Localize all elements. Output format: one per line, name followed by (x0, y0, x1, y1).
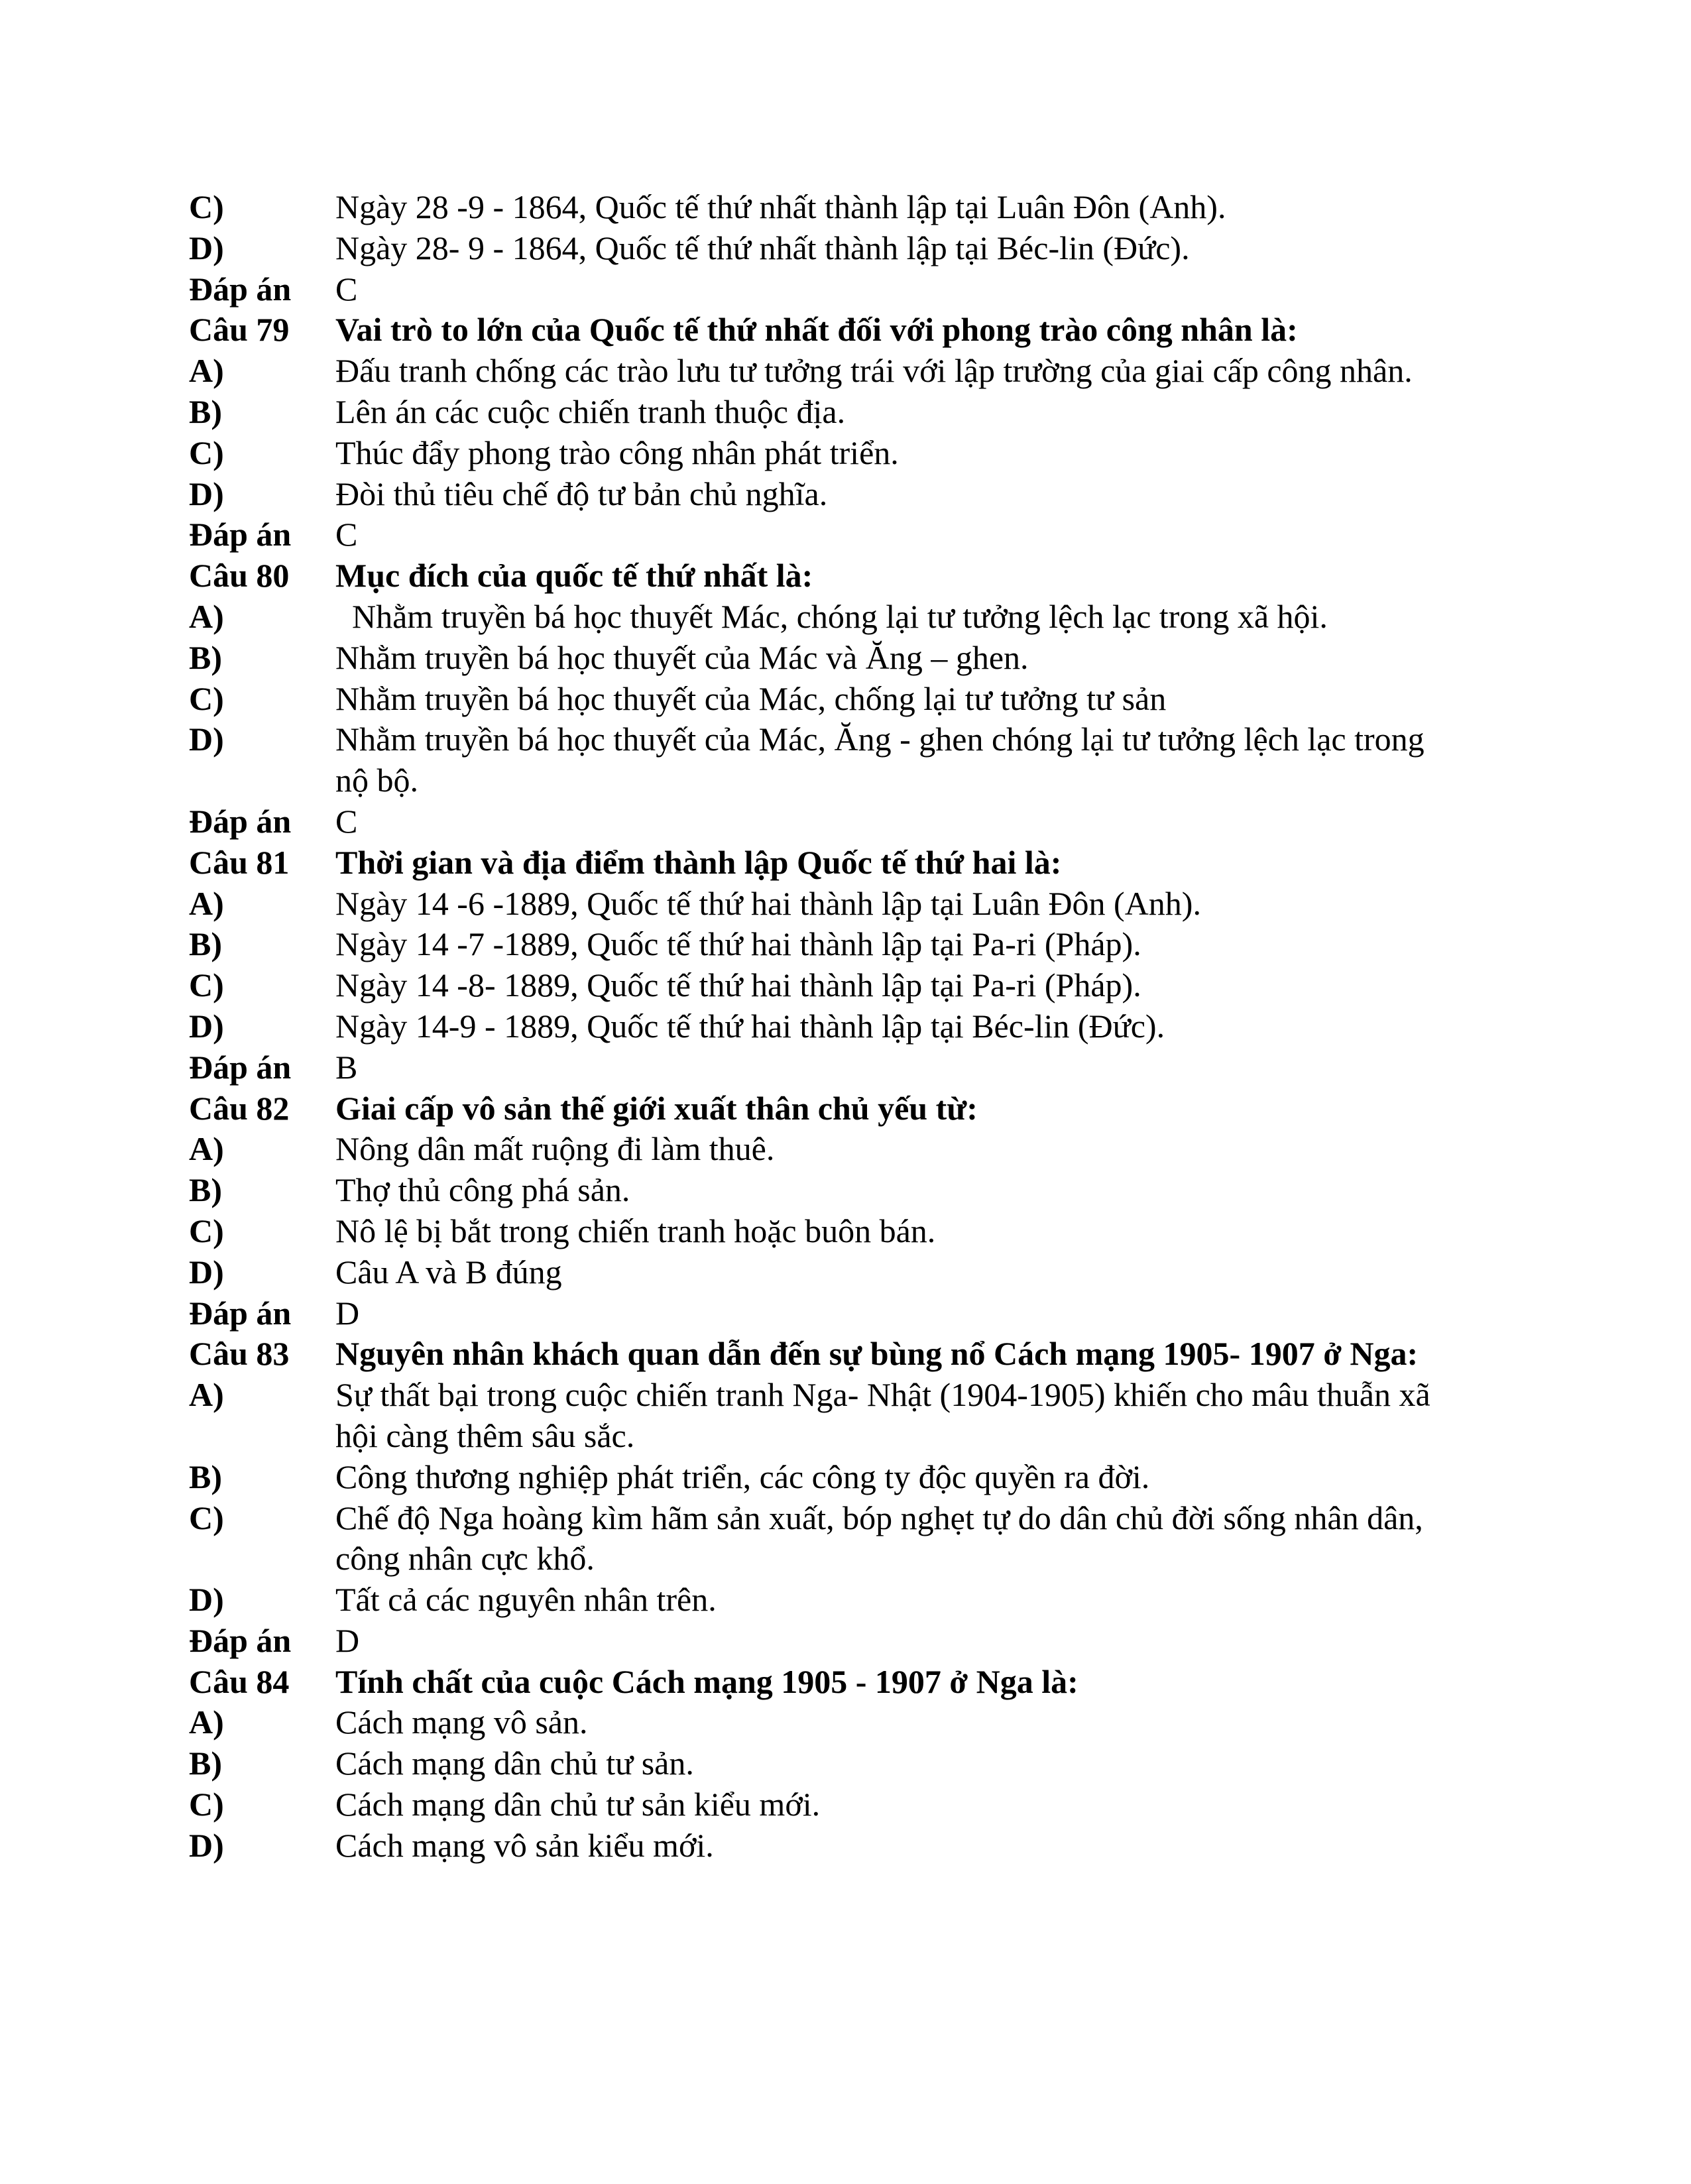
option-text: Tất cả các nguyên nhân trên. (335, 1581, 717, 1619)
option-label: B) (189, 638, 222, 676)
answer-row (189, 801, 1462, 842)
question-text: Mục đích của quốc tế thứ nhất là: (335, 557, 813, 595)
option-row (189, 1457, 1462, 1498)
option-text: Nhằm truyền bá học thuyết Mác, chóng lại tư tưởng lệch lạc trong xã hội. (335, 597, 1328, 635)
question-row (189, 310, 1462, 351)
answer-row (189, 269, 1462, 310)
option-label: A) (189, 1376, 224, 1414)
option-row (189, 1743, 1462, 1784)
option-label: A) (189, 884, 224, 922)
option-row (189, 474, 1462, 515)
option-label: D) (189, 720, 224, 758)
option-text: Ngày 28- 9 - 1864, Quốc tế thứ nhất thành lập tại Béc-lin (Đức). (335, 229, 1190, 266)
option-text: Thúc đẩy phong trào công nhân phát triển. (335, 433, 899, 471)
option-label: A) (189, 1130, 224, 1168)
question-text: Tính chất của cuộc Cách mạng 1905 - 1907 ở Nga là: (335, 1662, 1079, 1700)
question-text: Nguyên nhân khách quan dẫn đến sự bùng nổ Cách mạng 1905- 1907 ở Nga: (335, 1335, 1419, 1373)
option-text: Nhằm truyền bá học thuyết của Mác và Ăng – ghen. (335, 638, 1029, 676)
question-label: Câu 82 (189, 1089, 290, 1127)
option-text: Cách mạng vô sản. (335, 1703, 588, 1741)
answer-text: B (335, 1048, 358, 1086)
answer-label: Đáp án (189, 270, 292, 308)
option-text: Ngày 28 -9 - 1864, Quốc tế thứ nhất thành lập tại Luân Đôn (Anh). (335, 188, 1226, 225)
question-label: Câu 84 (189, 1662, 290, 1700)
option-row (189, 1170, 1462, 1211)
answer-text: C (335, 270, 358, 308)
option-row (189, 924, 1462, 965)
option-row (189, 679, 1462, 720)
option-text: Ngày 14 -6 -1889, Quốc tế thứ hai thành lập tại Luân Đôn (Anh). (335, 884, 1201, 922)
option-text: Nô lệ bị bắt trong chiến tranh hoặc buôn bán. (335, 1212, 936, 1249)
answer-text: D (335, 1621, 360, 1659)
option-text: Ngày 14 -7 -1889, Quốc tế thứ hai thành lập tại Pa-ri (Pháp). (335, 925, 1141, 963)
option-row (189, 1129, 1462, 1170)
question-row (189, 1662, 1462, 1703)
option-label: A) (189, 597, 224, 635)
question-label: Câu 80 (189, 557, 290, 595)
document-page (189, 187, 1462, 1867)
option-text: Lên án các cuộc chiến tranh thuộc địa. (335, 392, 846, 430)
option-label: B) (189, 1458, 222, 1495)
answer-label: Đáp án (189, 1294, 292, 1332)
option-row (189, 884, 1462, 925)
option-row (189, 187, 1462, 228)
answer-row (189, 1621, 1462, 1662)
option-label: D) (189, 229, 224, 266)
question-label: Câu 83 (189, 1335, 290, 1373)
option-label: C) (189, 966, 224, 1004)
option-label: C) (189, 188, 224, 225)
option-label: B) (189, 1745, 222, 1782)
option-label: C) (189, 679, 224, 717)
answer-label: Đáp án (189, 1621, 292, 1659)
answer-label: Đáp án (189, 1048, 292, 1086)
option-label: C) (189, 433, 224, 471)
option-row (189, 351, 1462, 392)
option-label: D) (189, 1826, 224, 1864)
answer-text: D (335, 1294, 360, 1332)
option-label: D) (189, 475, 224, 512)
option-text: Cách mạng vô sản kiểu mới. (335, 1826, 714, 1864)
option-label: C) (189, 1212, 224, 1249)
answer-text: C (335, 516, 358, 553)
option-row (189, 1580, 1462, 1621)
option-row (189, 965, 1462, 1006)
option-text: Đấu tranh chống các trào lưu tư tưởng trái với lập trường của giai cấp công nhân. (335, 352, 1413, 390)
question-row (189, 842, 1462, 884)
option-row (189, 1702, 1462, 1743)
option-label: A) (189, 1703, 224, 1741)
question-row (189, 555, 1462, 597)
option-row (189, 433, 1462, 474)
answer-row (189, 514, 1462, 555)
option-text: Cách mạng dân chủ tư sản. (335, 1745, 694, 1782)
option-row (189, 1252, 1462, 1293)
option-label: A) (189, 352, 224, 390)
answer-row (189, 1047, 1462, 1088)
answer-label: Đáp án (189, 802, 292, 840)
option-row (189, 638, 1462, 679)
question-label: Câu 81 (189, 843, 290, 881)
answer-text: C (335, 802, 358, 840)
option-text: Cách mạng dân chủ tư sản kiểu mới. (335, 1786, 821, 1823)
option-label: B) (189, 1171, 222, 1209)
option-text: Nông dân mất ruộng đi làm thuê. (335, 1130, 775, 1168)
question-label: Câu 79 (189, 311, 290, 349)
option-label: D) (189, 1253, 224, 1291)
option-row (189, 1375, 1462, 1457)
option-label: B) (189, 925, 222, 963)
option-row (189, 597, 1462, 638)
option-text: Thợ thủ công phá sản. (335, 1171, 630, 1209)
question-row (189, 1334, 1462, 1375)
option-row (189, 1498, 1462, 1580)
option-label: D) (189, 1007, 224, 1045)
option-text: Câu A và B đúng (335, 1253, 562, 1291)
option-row (189, 1825, 1462, 1867)
option-row (189, 1784, 1462, 1825)
option-row (189, 1211, 1462, 1252)
answer-label: Đáp án (189, 516, 292, 553)
option-row (189, 392, 1462, 433)
question-text: Vai trò to lớn của Quốc tế thứ nhất đối với phong trào công nhân là: (335, 311, 1298, 349)
option-text: Ngày 14 -8- 1889, Quốc tế thứ hai thành lập tại Pa-ri (Pháp). (335, 966, 1141, 1004)
option-text: Đòi thủ tiêu chế độ tư bản chủ nghĩa. (335, 475, 828, 512)
option-text: Chế độ Nga hoàng kìm hãm sản xuất, bóp nghẹt tự do dân chủ đời sống nhân dân, công nhân cực khổ. (335, 1499, 1432, 1578)
option-label: B) (189, 392, 222, 430)
option-text: Công thương nghiệp phát triển, các công ty độc quyền ra đời. (335, 1458, 1150, 1495)
question-text: Thời gian và địa điểm thành lập Quốc tế thứ hai là: (335, 843, 1062, 881)
option-label: C) (189, 1786, 224, 1823)
option-text: Nhằm truyền bá học thuyết của Mác, chống lại tư tưởng tư sản (335, 679, 1167, 717)
option-text: Ngày 14-9 - 1889, Quốc tế thứ hai thành lập tại Béc-lin (Đức). (335, 1007, 1165, 1045)
option-row (189, 228, 1462, 269)
option-row (189, 719, 1462, 801)
question-text: Giai cấp vô sản thế giới xuất thân chủ yếu từ: (335, 1089, 978, 1127)
answer-row (189, 1293, 1462, 1334)
option-label: C) (189, 1499, 224, 1536)
option-label: D) (189, 1581, 224, 1619)
option-text: Sự thất bại trong cuộc chiến tranh Nga- Nhật (1904-1905) khiến cho mâu thuẫn xã hội càng thêm sâu sắc. (335, 1376, 1439, 1454)
question-row (189, 1088, 1462, 1129)
option-row (189, 1006, 1462, 1047)
option-text: Nhằm truyền bá học thuyết của Mác, Ăng - ghen chóng lại tư tưởng lệch lạc trong nộ bộ. (335, 720, 1433, 799)
